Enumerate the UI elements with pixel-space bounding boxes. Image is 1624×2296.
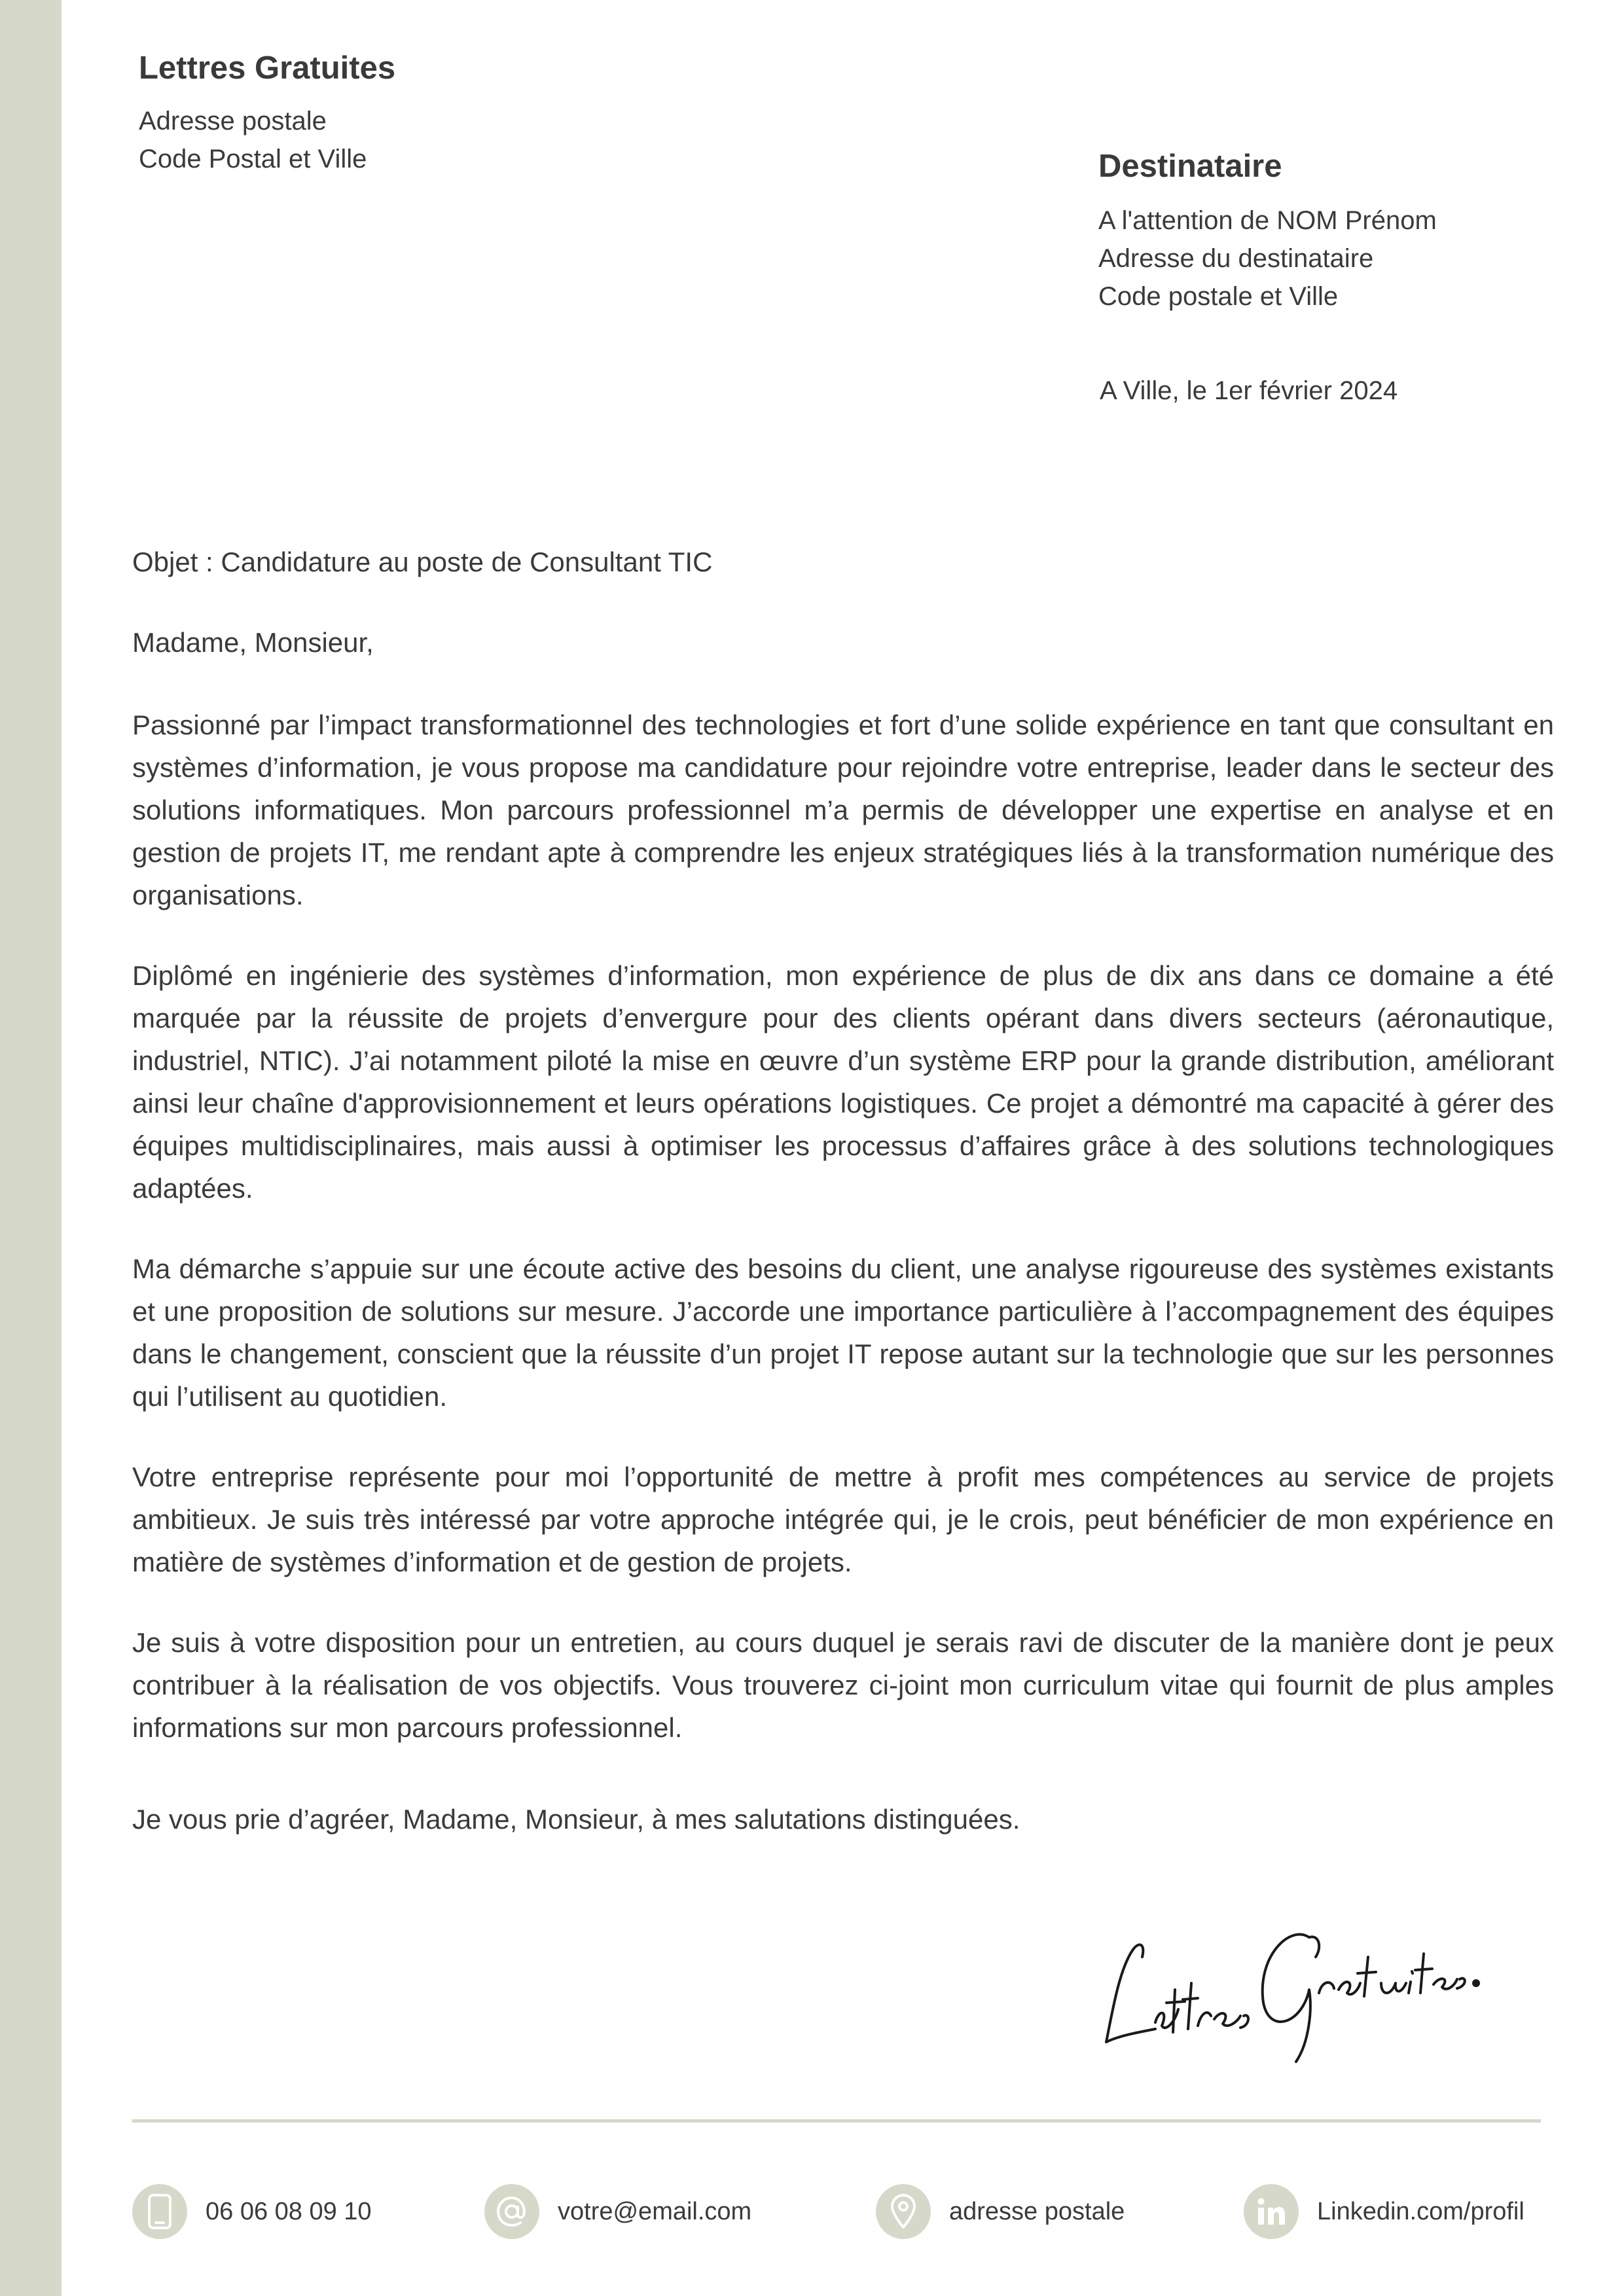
linkedin-icon: [1244, 2184, 1299, 2239]
handwritten-signature: [1093, 1911, 1486, 2075]
letter-salutation: Madame, Monsieur,: [132, 627, 374, 658]
recipient-city-line: Code postale et Ville: [1098, 282, 1339, 311]
letter-closing: Je vous prie d’agréer, Madame, Monsieur, à mes salutations distinguées.: [132, 1804, 1020, 1835]
sender-name: Lettres Gratuites: [139, 50, 396, 86]
footer-email-text: votre@email.com: [558, 2197, 752, 2225]
body-paragraph-2: Diplômé en ingénierie des systèmes d’information, mon expérience de plus de dix ans dans ce domaine a été marquée par la réussite de projets d’envergure pour des clients opérant dans divers secteurs (aéronautique, industriel, NTIC). J’ai notamment piloté la mise en œuvre d’un système ERP pour la grande distribution, améliorant ainsi leur chaîne d'approvisionnement et leurs opérations logistiques. Ce projet a démontré ma capacité à gérer des équipes multidisciplinaires, mais aussi à optimiser les processus d’affaires grâce à des solutions technologiques adaptées.: [132, 960, 1554, 1204]
body-paragraph-3: Ma démarche s’appuie sur une écoute active des besoins du client, une analyse rigoureuse des systèmes existants et une proposition de solutions sur mesure. J’accorde une importance particulière à l’accompagnement des équipes dans le changement, conscient que la réussite d’un projet IT repose autant sur la technologie que sur les personnes qui l’utilisent au quotidien.: [132, 1253, 1554, 1412]
letter-body: [132, 704, 1554, 1787]
recipient-attention-line: A l'attention de NOM Prénom: [1098, 206, 1437, 235]
recipient-title: Destinataire: [1098, 149, 1282, 184]
letter-date: A Ville, le 1er février 2024: [1100, 376, 1398, 405]
letter-subject: Objet : Candidature au poste de Consultant TIC: [132, 547, 713, 577]
phone-icon: [132, 2184, 187, 2239]
body-paragraph-5: Je suis à votre disposition pour un entretien, au cours duquel je serais ravi de discuter de la manière dont je peux contribuer à la réalisation de vos objectifs. Vous trouverez ci-joint mon curriculum vitae qui fournit de plus amples informations sur mon parcours professionnel.: [132, 1627, 1554, 1743]
footer-email: [484, 2182, 751, 2241]
side-accent-bar: [0, 0, 62, 2296]
sender-address-line: Adresse postale: [139, 107, 327, 135]
footer-linkedin: [1244, 2182, 1525, 2241]
footer-address-text: adresse postale: [949, 2197, 1125, 2225]
body-paragraph-1: Passionné par l’impact transformationnel des technologies et fort d’une solide expérience en tant que consultant en systèmes d’information, je vous propose ma candidature pour rejoindre votre entreprise, leader dans le secteur des solutions informatiques. Mon parcours professionnel m’a permis de développer une expertise en analyse et en gestion de projets IT, me rendant apte à comprendre les enjeux stratégiques liés à la transformation numérique des organisations.: [132, 709, 1554, 910]
footer-phone: [132, 2182, 372, 2241]
footer-address: [876, 2182, 1125, 2241]
email-icon: [484, 2184, 539, 2239]
location-icon: [876, 2184, 931, 2239]
recipient-address-line: Adresse du destinataire: [1098, 244, 1374, 273]
sender-block: [139, 46, 728, 178]
footer-phone-text: 06 06 08 09 10: [206, 2197, 372, 2225]
footer-divider: [132, 2119, 1541, 2123]
sender-city-line: Code Postal et Ville: [139, 145, 367, 173]
recipient-block: [1098, 144, 1557, 315]
footer-linkedin-text: Linkedin.com/profil: [1317, 2197, 1525, 2225]
body-paragraph-4: Votre entreprise représente pour moi l’opportunité de mettre à profit mes compétences au service de projets ambitieux. Je suis très intéressé par votre approche intégrée qui, je le crois, peut bénéficier de mon expérience en matière de systèmes d’information et de gestion de projets.: [132, 1462, 1554, 1577]
